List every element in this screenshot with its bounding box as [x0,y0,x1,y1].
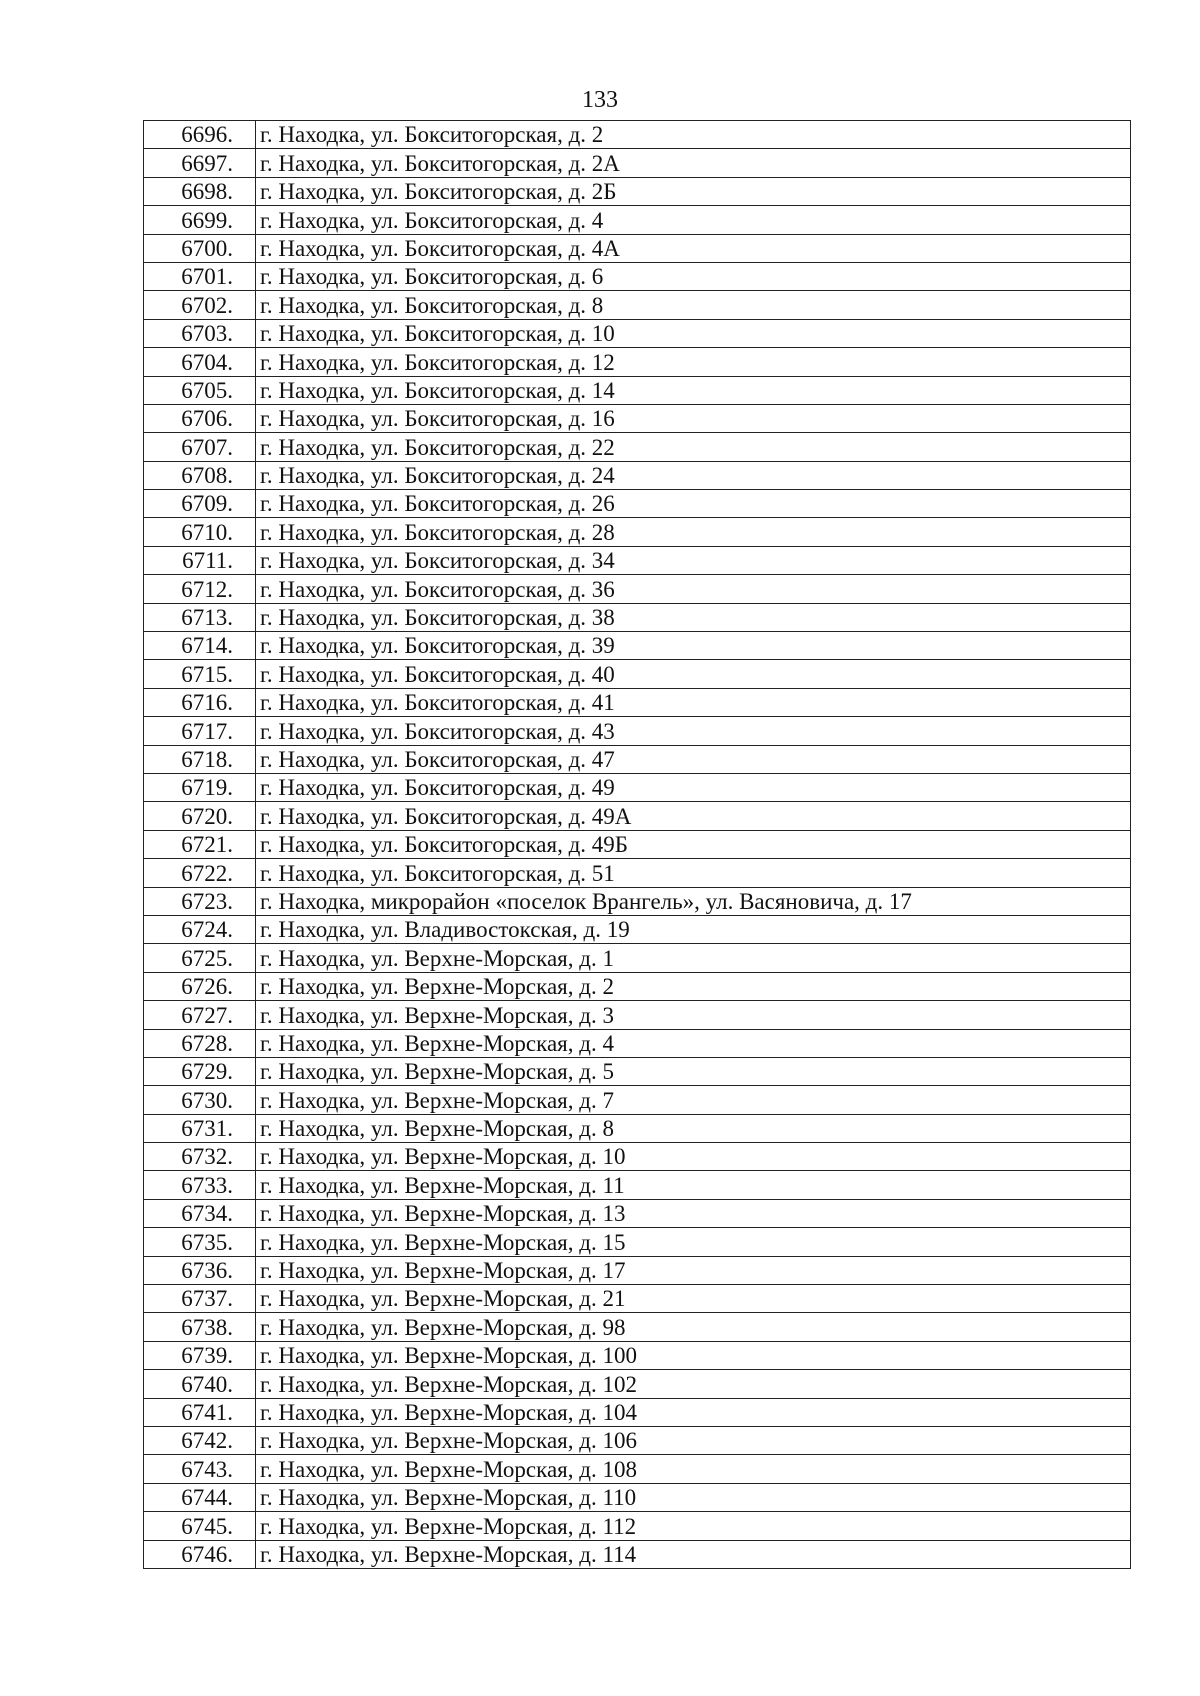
row-address: г. Находка, ул. Верхне-Морская, д. 104 [256,1398,1131,1426]
table-row [144,1114,1131,1142]
row-address: г. Находка, ул. Бокситогорская, д. 22 [256,433,1131,461]
table-row [144,177,1131,205]
row-address: г. Находка, ул. Бокситогорская, д. 12 [256,348,1131,376]
row-address: г. Находка, ул. Верхне-Морская, д. 4 [256,1029,1131,1057]
row-number: 6715. [144,660,256,688]
row-address: г. Находка, ул. Бокситогорская, д. 43 [256,717,1131,745]
table-row [144,404,1131,432]
row-number: 6707. [144,433,256,461]
row-address: г. Находка, ул. Верхне-Морская, д. 10 [256,1143,1131,1171]
row-number: 6705. [144,376,256,404]
row-address: г. Находка, ул. Бокситогорская, д. 6 [256,262,1131,290]
row-address: г. Находка, ул. Верхне-Морская, д. 2 [256,972,1131,1000]
row-address: г. Находка, ул. Верхне-Морская, д. 106 [256,1426,1131,1454]
table-row [144,1285,1131,1313]
row-address: г. Находка, ул. Верхне-Морская, д. 3 [256,1001,1131,1029]
row-number: 6725. [144,944,256,972]
row-address: г. Находка, ул. Верхне-Морская, д. 17 [256,1256,1131,1284]
table-row [144,291,1131,319]
table-row [144,1540,1131,1568]
row-address: г. Находка, микрорайон «поселок Врангель», ул. Васяновича, д. 17 [256,887,1131,915]
table-row [144,1426,1131,1454]
table-row [144,1483,1131,1511]
row-number: 6738. [144,1313,256,1341]
table-row [144,348,1131,376]
row-number: 6742. [144,1426,256,1454]
table-row [144,1256,1131,1284]
address-table-body [144,121,1131,1569]
table-row [144,1086,1131,1114]
table-row [144,575,1131,603]
row-number: 6698. [144,177,256,205]
row-address: г. Находка, ул. Верхне-Морская, д. 11 [256,1171,1131,1199]
row-number: 6730. [144,1086,256,1114]
row-address: г. Находка, ул. Верхне-Морская, д. 108 [256,1455,1131,1483]
row-number: 6733. [144,1171,256,1199]
row-address: г. Находка, ул. Бокситогорская, д. 2 [256,121,1131,149]
table-row [144,1341,1131,1369]
table-row [144,121,1131,149]
row-number: 6746. [144,1540,256,1568]
row-number: 6711. [144,546,256,574]
table-row [144,830,1131,858]
row-number: 6710. [144,518,256,546]
row-address: г. Находка, ул. Верхне-Морская, д. 21 [256,1285,1131,1313]
row-number: 6714. [144,632,256,660]
row-number: 6736. [144,1256,256,1284]
row-address: г. Находка, ул. Бокситогорская, д. 49 [256,773,1131,801]
table-row [144,745,1131,773]
table-row [144,206,1131,234]
row-number: 6729. [144,1057,256,1085]
row-address: г. Находка, ул. Бокситогорская, д. 39 [256,632,1131,660]
table-row [144,1057,1131,1085]
row-address: г. Находка, ул. Верхне-Морская, д. 1 [256,944,1131,972]
table-row [144,433,1131,461]
row-address: г. Находка, ул. Бокситогорская, д. 2Б [256,177,1131,205]
table-row [144,603,1131,631]
row-number: 6724. [144,915,256,943]
row-number: 6713. [144,603,256,631]
table-row [144,376,1131,404]
row-number: 6712. [144,575,256,603]
row-number: 6727. [144,1001,256,1029]
row-number: 6721. [144,830,256,858]
row-address: г. Находка, ул. Владивостокская, д. 19 [256,915,1131,943]
row-address: г. Находка, ул. Бокситогорская, д. 16 [256,404,1131,432]
row-address: г. Находка, ул. Бокситогорская, д. 26 [256,490,1131,518]
table-row [144,944,1131,972]
row-address: г. Находка, ул. Верхне-Морская, д. 8 [256,1114,1131,1142]
table-row [144,546,1131,574]
row-address: г. Находка, ул. Бокситогорская, д. 2А [256,149,1131,177]
row-address: г. Находка, ул. Бокситогорская, д. 4 [256,206,1131,234]
row-number: 6737. [144,1285,256,1313]
table-row [144,518,1131,546]
row-address: г. Находка, ул. Бокситогорская, д. 8 [256,291,1131,319]
table-row [144,773,1131,801]
table-row [144,972,1131,1000]
row-number: 6731. [144,1114,256,1142]
table-row [144,660,1131,688]
row-number: 6745. [144,1512,256,1540]
row-address: г. Находка, ул. Верхне-Морская, д. 102 [256,1370,1131,1398]
row-number: 6703. [144,319,256,347]
row-address: г. Находка, ул. Верхне-Морская, д. 13 [256,1199,1131,1227]
table-row [144,1398,1131,1426]
row-number: 6728. [144,1029,256,1057]
row-number: 6709. [144,490,256,518]
row-number: 6735. [144,1228,256,1256]
table-row [144,1313,1131,1341]
table-row [144,1029,1131,1057]
row-address: г. Находка, ул. Бокситогорская, д. 38 [256,603,1131,631]
row-address: г. Находка, ул. Бокситогорская, д. 10 [256,319,1131,347]
table-row [144,1455,1131,1483]
row-number: 6704. [144,348,256,376]
row-number: 6696. [144,121,256,149]
table-row [144,859,1131,887]
row-number: 6697. [144,149,256,177]
table-row [144,490,1131,518]
row-address: г. Находка, ул. Бокситогорская, д. 49А [256,802,1131,830]
row-number: 6706. [144,404,256,432]
row-number: 6743. [144,1455,256,1483]
table-row [144,915,1131,943]
row-address: г. Находка, ул. Бокситогорская, д. 36 [256,575,1131,603]
table-row [144,1370,1131,1398]
row-number: 6741. [144,1398,256,1426]
table-row [144,1228,1131,1256]
table-row [144,1171,1131,1199]
row-address: г. Находка, ул. Бокситогорская, д. 14 [256,376,1131,404]
row-number: 6700. [144,234,256,262]
row-address: г. Находка, ул. Бокситогорская, д. 41 [256,688,1131,716]
row-number: 6701. [144,262,256,290]
row-number: 6732. [144,1143,256,1171]
row-number: 6722. [144,859,256,887]
row-number: 6717. [144,717,256,745]
row-address: г. Находка, ул. Верхне-Морская, д. 112 [256,1512,1131,1540]
table-row [144,461,1131,489]
table-row [144,262,1131,290]
row-address: г. Находка, ул. Бокситогорская, д. 34 [256,546,1131,574]
row-number: 6720. [144,802,256,830]
row-number: 6723. [144,887,256,915]
row-address: г. Находка, ул. Бокситогорская, д. 28 [256,518,1131,546]
row-address: г. Находка, ул. Верхне-Морская, д. 114 [256,1540,1131,1568]
row-number: 6708. [144,461,256,489]
row-address: г. Находка, ул. Бокситогорская, д. 51 [256,859,1131,887]
row-number: 6744. [144,1483,256,1511]
table-row [144,234,1131,262]
address-table [143,120,1131,1569]
table-row [144,632,1131,660]
table-row [144,717,1131,745]
table-row [144,149,1131,177]
row-number: 6739. [144,1341,256,1369]
row-address: г. Находка, ул. Верхне-Морская, д. 98 [256,1313,1131,1341]
row-address: г. Находка, ул. Бокситогорская, д. 40 [256,660,1131,688]
row-number: 6740. [144,1370,256,1398]
table-row [144,1512,1131,1540]
row-number: 6726. [144,972,256,1000]
row-number: 6734. [144,1199,256,1227]
row-address: г. Находка, ул. Бокситогорская, д. 47 [256,745,1131,773]
table-row [144,887,1131,915]
row-address: г. Находка, ул. Бокситогорская, д. 4А [256,234,1131,262]
row-number: 6699. [144,206,256,234]
row-address: г. Находка, ул. Верхне-Морская, д. 100 [256,1341,1131,1369]
row-number: 6719. [144,773,256,801]
table-row [144,1001,1131,1029]
table-row [144,802,1131,830]
row-address: г. Находка, ул. Бокситогорская, д. 49Б [256,830,1131,858]
row-address: г. Находка, ул. Верхне-Морская, д. 110 [256,1483,1131,1511]
row-address: г. Находка, ул. Бокситогорская, д. 24 [256,461,1131,489]
row-number: 6702. [144,291,256,319]
row-number: 6718. [144,745,256,773]
row-address: г. Находка, ул. Верхне-Морская, д. 15 [256,1228,1131,1256]
table-row [144,1199,1131,1227]
row-address: г. Находка, ул. Верхне-Морская, д. 5 [256,1057,1131,1085]
row-address: г. Находка, ул. Верхне-Морская, д. 7 [256,1086,1131,1114]
table-row [144,319,1131,347]
row-number: 6716. [144,688,256,716]
table-row [144,688,1131,716]
page-number: 133 [582,87,618,113]
table-row [144,1143,1131,1171]
